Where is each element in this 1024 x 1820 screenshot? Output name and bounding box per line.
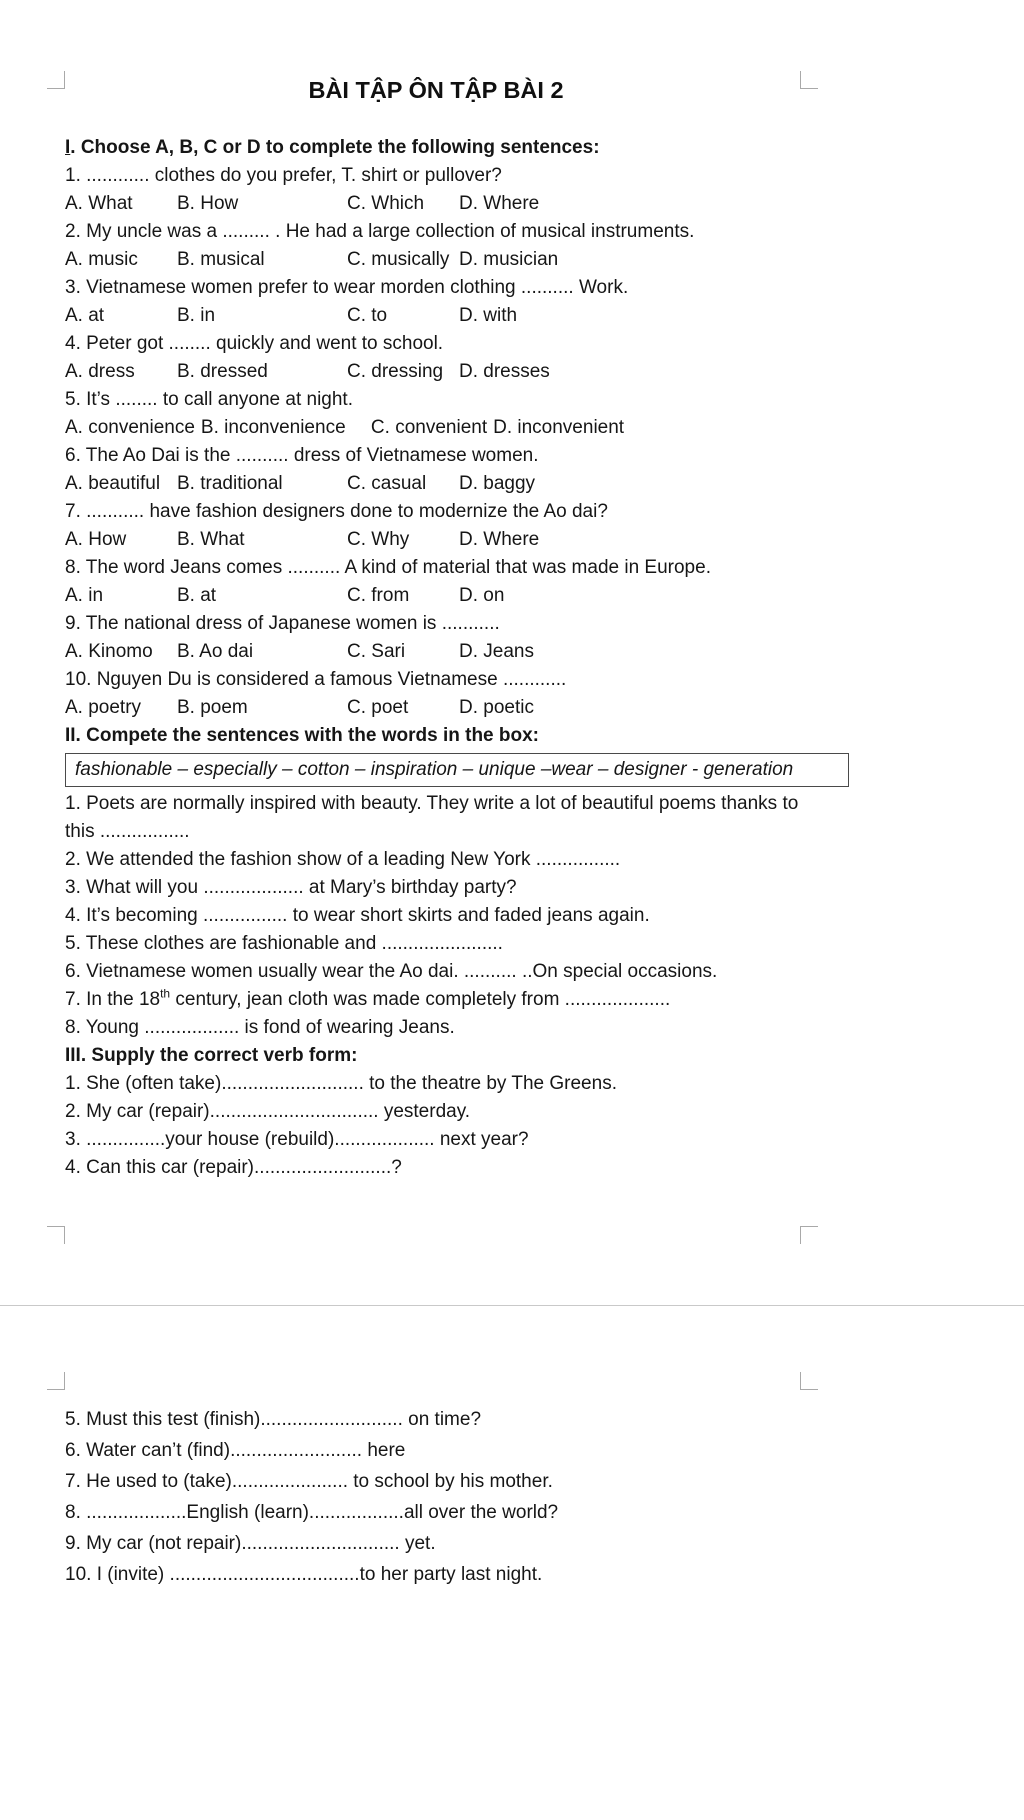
option-b: B. traditional <box>177 473 283 494</box>
question-6-options <box>65 470 807 498</box>
question-4-stem: 4. Peter got ........ quickly and went to school. <box>65 333 444 354</box>
question-10-options <box>65 694 807 722</box>
option-a: A. What <box>65 193 133 214</box>
question-8-options <box>65 582 807 610</box>
option-d: D. dresses <box>459 361 550 382</box>
question-7-stem: 7. ........... have fashion designers done to modernize the Ao dai? <box>65 501 608 522</box>
option-b: B. How <box>177 193 239 214</box>
option-a: A. convenience <box>65 417 195 438</box>
margin-mark-page1-bottom-left <box>47 1226 65 1244</box>
option-d: D. Jeans <box>459 641 534 662</box>
section-1-heading <box>65 134 807 162</box>
section-1-number: I <box>65 137 71 158</box>
question-4-options <box>65 358 807 386</box>
margin-mark-page2-top-left <box>47 1372 65 1390</box>
option-c: C. dressing <box>347 361 444 382</box>
option-a: A. dress <box>65 361 135 382</box>
question-5-stem: 5. It’s ........ to call anyone at night. <box>65 389 353 410</box>
section-3-item-2: 2. My car (repair)................................ yesterday. <box>65 1101 471 1122</box>
section-2-item-5: 5. These clothes are fashionable and ....................... <box>65 933 503 954</box>
question-1-options <box>65 190 807 218</box>
section-3-heading: III. Supply the correct verb form: <box>65 1045 358 1066</box>
section-3-item-3: 3. ...............your house (rebuild)................... next year? <box>65 1129 529 1150</box>
option-c: C. Why <box>347 529 410 550</box>
option-b: B. musical <box>177 249 265 270</box>
word-box <box>65 753 849 787</box>
option-c: C. casual <box>347 473 427 494</box>
item-7-superscript: th <box>160 986 171 1001</box>
section-2-item-2: 2. We attended the fashion show of a leading New York ................ <box>65 849 621 870</box>
question-2-options <box>65 246 807 274</box>
section-3-item-9: 9. My car (not repair).............................. yet. <box>65 1533 436 1554</box>
option-d: D. Where <box>459 193 540 214</box>
question-3-stem: 3. Vietnamese women prefer to wear morden clothing .......... Work. <box>65 277 629 298</box>
question-6-stem: 6. The Ao Dai is the .......... dress of Vietnamese women. <box>65 445 539 466</box>
page-title: BÀI TẬP ÔN TẬP BÀI 2 <box>308 77 564 103</box>
question-7-options <box>65 526 807 554</box>
option-d: D. inconvenient <box>493 417 625 438</box>
option-b: B. inconvenience <box>200 417 346 438</box>
section-1-heading-text: . Choose A, B, C or D to complete the following sentences: <box>70 137 600 158</box>
option-a: A. in <box>65 585 104 606</box>
document-page-1 <box>65 0 807 1182</box>
option-d: D. baggy <box>459 473 536 494</box>
option-b: B. in <box>177 305 216 326</box>
page-break-divider <box>0 1305 1024 1306</box>
option-c: C. convenient <box>370 417 488 438</box>
option-c: C. Which <box>347 193 425 214</box>
option-a: A. How <box>65 529 127 550</box>
question-1-stem: 1. ............ clothes do you prefer, T. shirt or pullover? <box>65 165 502 186</box>
option-d: D. Where <box>459 529 540 550</box>
question-9-stem: 9. The national dress of Japanese women is ........... <box>65 613 500 634</box>
section-3-item-4: 4. Can this car (repair)..........................? <box>65 1157 402 1178</box>
question-5-options <box>65 414 807 442</box>
section-3-item-8: 8. ...................English (learn)..................all over the world? <box>65 1502 559 1523</box>
word-box-text: fashionable – especially – cotton – inspiration – unique –wear – designer - generation <box>75 759 794 780</box>
margin-mark-page1-bottom-right <box>800 1226 818 1244</box>
section-2-item-8: 8. Young .................. is fond of wearing Jeans. <box>65 1017 455 1038</box>
question-3-options <box>65 302 807 330</box>
option-c: C. Sari <box>347 641 406 662</box>
question-10-stem: 10. Nguyen Du is considered a famous Vietnamese ............ <box>65 669 567 690</box>
option-b: B. poem <box>177 697 248 718</box>
question-2-stem: 2. My uncle was a ......... . He had a large collection of musical instruments. <box>65 221 695 242</box>
option-a: A. poetry <box>65 697 142 718</box>
item-7-text-rest: century, jean cloth was made completely from .................... <box>170 989 671 1010</box>
option-c: C. to <box>347 305 388 326</box>
document-page-2 <box>65 1404 807 1590</box>
option-a: A. at <box>65 305 105 326</box>
section-2-item-3: 3. What will you ................... at Mary’s birthday party? <box>65 877 517 898</box>
option-c: C. from <box>347 585 410 606</box>
option-b: B. dressed <box>177 361 268 382</box>
option-d: D. musician <box>459 249 559 270</box>
option-d: D. on <box>459 585 505 606</box>
section-2-item-1: 1. Poets are normally inspired with beauty. They write a lot of beautiful poems thanks to this ................. <box>65 793 799 842</box>
margin-mark-page2-top-right <box>800 1372 818 1390</box>
section-2-heading: II. Compete the sentences with the words in the box: <box>65 725 540 746</box>
option-c: C. musically <box>347 249 450 270</box>
section-2-item-6: 6. Vietnamese women usually wear the Ao dai. .......... ..On special occasions. <box>65 961 718 982</box>
margin-mark-page1-top-left <box>47 71 65 89</box>
section-2-item-4: 4. It’s becoming ................ to wear short skirts and faded jeans again. <box>65 905 650 926</box>
section-3-item-5: 5. Must this test (finish)........................... on time? <box>65 1409 482 1430</box>
section-3-item-7: 7. He used to (take)...................... to school by his mother. <box>65 1471 553 1492</box>
option-d: D. with <box>459 305 518 326</box>
option-b: B. Ao dai <box>177 641 254 662</box>
option-a: A. music <box>65 249 138 270</box>
section-3-item-10: 10. I (invite) ....................................to her party last night. <box>65 1564 543 1585</box>
section-2-item-7 <box>65 986 807 1014</box>
item-7-text: 7. In the 18 <box>65 989 161 1010</box>
option-c: C. poet <box>347 697 409 718</box>
question-9-options <box>65 638 807 666</box>
section-3-item-1: 1. She (often take)........................... to the theatre by The Greens. <box>65 1073 617 1094</box>
option-a: A. Kinomo <box>65 641 153 662</box>
section-3-item-6: 6. Water can’t (find)......................... here <box>65 1440 406 1461</box>
option-d: D. poetic <box>459 697 534 718</box>
question-8-stem: 8. The word Jeans comes .......... A kind of material that was made in Europe. <box>65 557 711 578</box>
option-b: B. What <box>177 529 245 550</box>
option-a: A. beautiful <box>65 473 161 494</box>
option-b: B. at <box>177 585 217 606</box>
